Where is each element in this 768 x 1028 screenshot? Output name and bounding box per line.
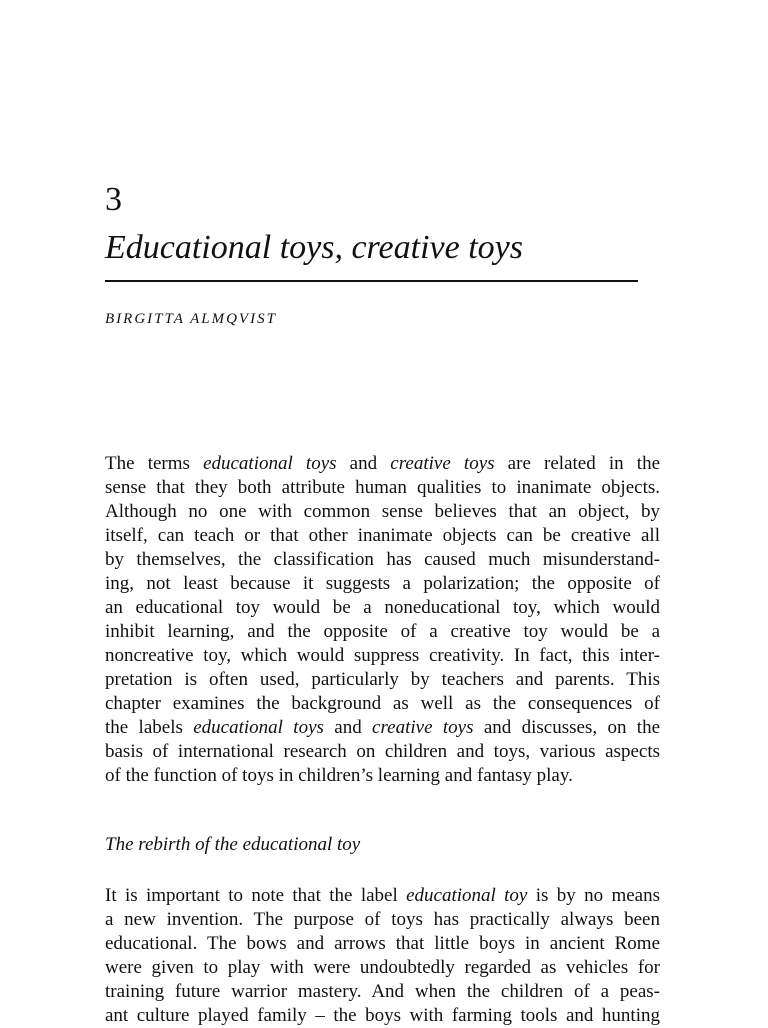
text-line: ant culture played family – the boys with farming tools and hunting xyxy=(105,1005,660,1026)
text-line: pretation is often used, particularly by teachers and parents. This xyxy=(105,669,660,690)
text-line: by themselves, the classification has caused much misunderstand- xyxy=(105,549,660,570)
text-line: were given to play with were undoubtedly regarded as vehicles for xyxy=(105,957,660,978)
text-line: a new invention. The purpose of toys has practically always been xyxy=(105,909,660,930)
text-line: inhibit learning, and the opposite of a creative toy would be a xyxy=(105,621,660,642)
chapter-title: Educational toys, creative toys xyxy=(105,229,523,266)
text-line: chapter examines the background as well as the consequences of xyxy=(105,693,660,714)
text-line: noncreative toy, which would suppress creativity. In fact, this inter- xyxy=(105,645,660,666)
text-line: basis of international research on children and toys, various aspects xyxy=(105,741,660,762)
intro-paragraph xyxy=(105,452,660,788)
chapter-number: 3 xyxy=(105,181,122,218)
text-line: Although no one with common sense believes that an object, by xyxy=(105,501,660,522)
section-heading: The rebirth of the educational toy xyxy=(105,834,361,855)
title-rule xyxy=(105,280,638,282)
text-line: The terms educational toys and creative toys are related in the xyxy=(105,453,661,474)
text-line: of the function of toys in children’s learning and fantasy play. xyxy=(105,765,573,786)
section-paragraph xyxy=(105,884,660,1028)
text-line: the labels educational toys and creative toys and discusses, on the xyxy=(105,717,661,738)
text-line: educational. The bows and arrows that little boys in ancient Rome xyxy=(105,933,660,954)
text-line: training future warrior mastery. And when the children of a peas- xyxy=(105,981,660,1002)
chapter-author: BIRGITTA ALMQVIST xyxy=(105,311,277,327)
text-line: itself, can teach or that other inanimate objects can be creative all xyxy=(105,525,660,546)
text-line: sense that they both attribute human qualities to inanimate objects. xyxy=(105,477,660,498)
text-line: It is important to note that the label educational toy is by no means xyxy=(105,885,660,906)
text-line: ing, not least because it suggests a polarization; the opposite of xyxy=(105,573,660,594)
text-line: an educational toy would be a noneducational toy, which would xyxy=(105,597,660,618)
